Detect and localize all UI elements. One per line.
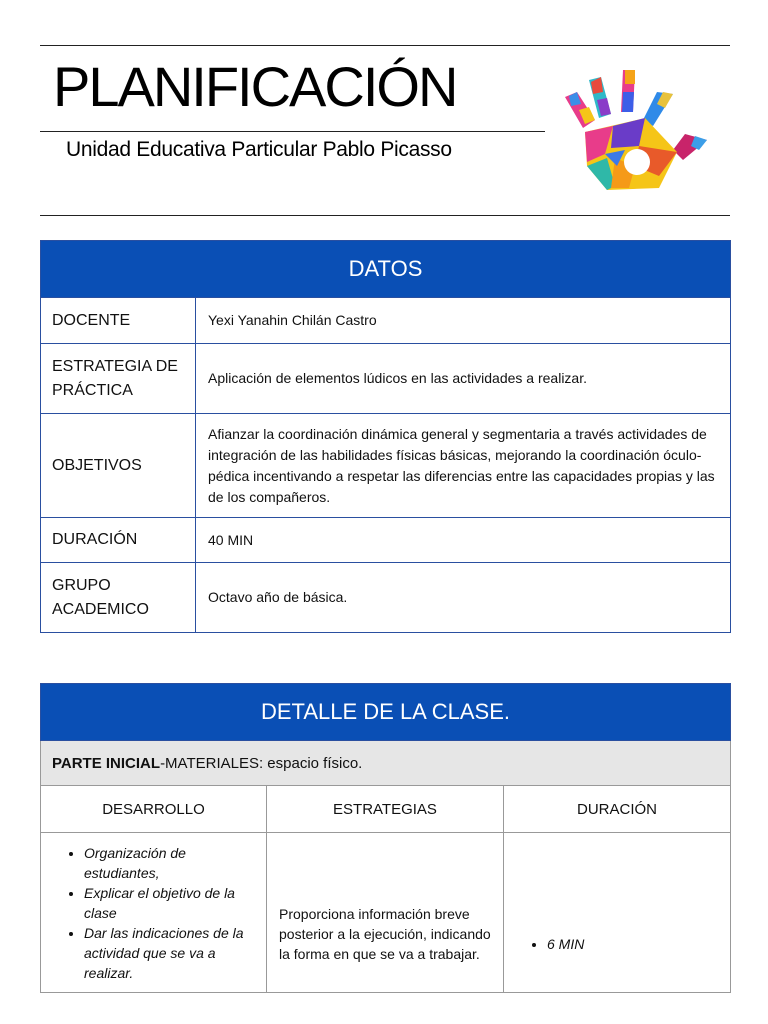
row-value: Afianzar la coordinación dinámica general y segmentaria a través actividades de integración de las habilidades físicas básicas, mejorando la coordinación óculo-pédica incentivando a respetar las diferencias entre las capacidades propias y las de los compañeros. bbox=[196, 414, 731, 518]
parte-inicial-row bbox=[41, 741, 731, 786]
detalle-table bbox=[40, 683, 731, 993]
list-item: • 6 MIN bbox=[547, 934, 729, 954]
title-rule bbox=[40, 131, 545, 132]
row-value: Yexi Yanahin Chilán Castro bbox=[196, 298, 731, 344]
materiales-text: -MATERIALES: espacio físico. bbox=[160, 754, 363, 772]
colorful-hand-logo bbox=[555, 62, 715, 198]
parte-inicial-label: PARTE INICIAL bbox=[52, 754, 161, 772]
desarrollo-cell bbox=[41, 833, 267, 993]
desarrollo-list bbox=[42, 843, 265, 983]
row-label: OBJETIVOS bbox=[41, 414, 196, 518]
row-label: DURACIÓN bbox=[41, 518, 196, 563]
list-item: • Organización de estudiantes, bbox=[84, 843, 265, 883]
row-value: Aplicación de elementos lúdicos en las actividades a realizar. bbox=[196, 344, 731, 414]
table-row bbox=[41, 518, 731, 563]
row-label: ESTRATEGIA DE PRÁCTICA bbox=[41, 344, 196, 414]
datos-heading: DATOS bbox=[41, 241, 731, 298]
table-row bbox=[41, 298, 731, 344]
list-item: • Dar las indicaciones de la actividad que se va a realizar. bbox=[84, 923, 265, 983]
header-bottom-rule bbox=[40, 215, 730, 216]
top-rule bbox=[40, 45, 730, 46]
column-header-duracion: DURACIÓN bbox=[504, 786, 731, 833]
duracion-cell bbox=[504, 833, 731, 993]
datos-table bbox=[40, 240, 731, 633]
row-value: 40 MIN bbox=[196, 518, 731, 563]
row-label: DOCENTE bbox=[41, 298, 196, 344]
column-header-desarrollo: DESARROLLO bbox=[41, 786, 267, 833]
row-value: Octavo año de básica. bbox=[196, 563, 731, 633]
duracion-list bbox=[505, 934, 729, 954]
column-header-estrategias: ESTRATEGIAS bbox=[267, 786, 504, 833]
list-item: • Explicar el objetivo de la clase bbox=[84, 883, 265, 923]
table-row bbox=[41, 414, 731, 518]
estrategia-text: Proporciona información breve posterior a la ejecución, indicando la forma en que se va a trabajar. bbox=[279, 906, 491, 962]
detalle-heading: DETALLE DE LA CLASE. bbox=[41, 684, 731, 741]
table-row bbox=[41, 833, 731, 993]
estrategia-cell bbox=[267, 833, 504, 993]
row-label: GRUPO ACADEMICO bbox=[41, 563, 196, 633]
page-title: PLANIFICACIÓN bbox=[53, 55, 457, 118]
table-row bbox=[41, 344, 731, 414]
school-name: Unidad Educativa Particular Pablo Picasso bbox=[66, 138, 452, 161]
table-row bbox=[41, 563, 731, 633]
